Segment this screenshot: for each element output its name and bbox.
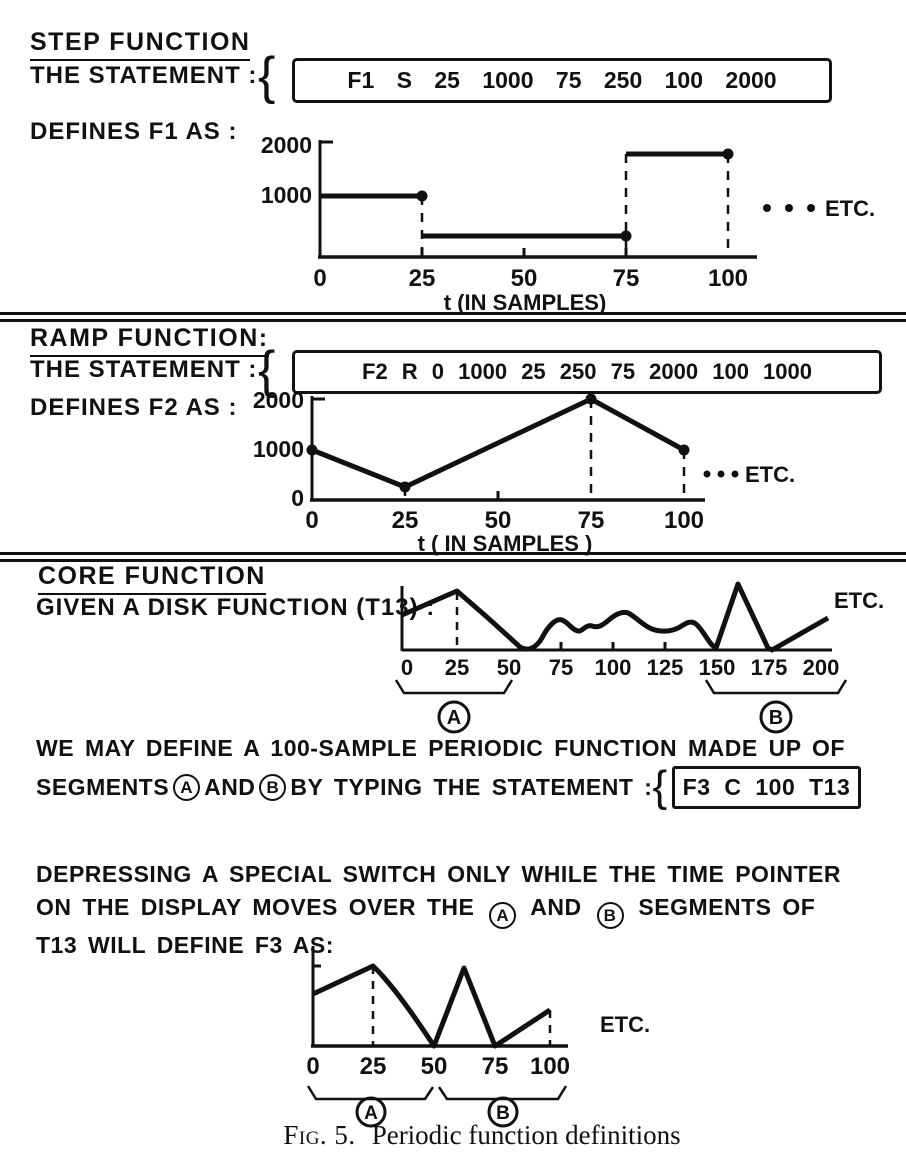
ellipsis-dot <box>732 471 739 478</box>
x-label-25: 25 <box>391 507 419 534</box>
core-heading-text: CORE FUNCTION <box>38 562 266 595</box>
t13-x-labels <box>401 655 839 680</box>
f3-x-labels <box>306 1053 570 1080</box>
x-label-25: 25 <box>408 265 436 292</box>
disk-function-t13-graph <box>390 574 906 746</box>
step-xaxis-title: t (IN SAMPLES) <box>443 290 607 315</box>
x-label-25: 25 <box>444 655 470 680</box>
y-label-1000: 1000 <box>260 182 312 208</box>
core-given-label: GIVEN A DISK FUNCTION (T13) : <box>36 594 436 621</box>
segment-b-brace <box>706 680 846 732</box>
x-label-75: 75 <box>548 655 574 680</box>
figure-caption <box>0 1120 906 1151</box>
data-point-100-1000 <box>679 445 690 456</box>
segment-a-brace <box>396 680 512 732</box>
data-point-100-2000 <box>723 149 734 160</box>
x-label-0: 0 <box>400 655 414 680</box>
segment-a-letter: A <box>446 707 462 729</box>
step-series <box>320 149 734 258</box>
section-divider-2 <box>0 552 906 562</box>
ramp-function-graph <box>195 386 895 556</box>
p1-and-word: AND <box>204 773 256 800</box>
section-divider-1 <box>0 312 906 322</box>
step-etc-annotation <box>763 196 875 221</box>
core-paragraph-1-line-1: WE MAY DEFINE A 100-SAMPLE PERIODIC FUNCTION MADE UP OF <box>36 735 845 761</box>
f3-curve <box>313 966 550 1046</box>
core-paragraph-2-line-2 <box>36 891 841 929</box>
x-label-25: 25 <box>359 1053 387 1080</box>
x-label-200: 200 <box>802 655 840 680</box>
ramp-defines-label: DEFINES F2 AS : <box>30 394 238 421</box>
y-label-1000: 1000 <box>252 436 304 462</box>
p2-pre-text: ON THE DISPLAY MOVES OVER THE <box>36 894 475 920</box>
circled-b-badge: B <box>597 902 624 929</box>
y-label-2000: 2000 <box>252 387 304 413</box>
x-label-75: 75 <box>577 507 605 534</box>
step-defines-label: DEFINES F1 AS : <box>30 118 238 145</box>
x-label-50: 50 <box>484 507 512 534</box>
ramp-section-heading <box>30 324 269 357</box>
ramp-etc-label: ETC. <box>745 462 796 487</box>
x-label-75: 75 <box>612 265 640 292</box>
f3-function-graph <box>226 940 696 1132</box>
x-label-0: 0 <box>306 1053 320 1080</box>
f3-etc-label: ETC. <box>600 1012 651 1037</box>
core-statement-box: F3 C 100 T13 <box>672 766 862 809</box>
ramp-left-brace: { <box>258 341 276 399</box>
x-label-50: 50 <box>496 655 522 680</box>
data-point-75-2000 <box>586 394 597 405</box>
ellipsis-dot <box>785 204 793 212</box>
core-section-heading <box>38 562 266 595</box>
data-point-25-250 <box>400 482 411 493</box>
segment-a-letter: A <box>364 1103 378 1124</box>
p1-segments-word: SEGMENTS <box>36 773 170 800</box>
data-point-75-250 <box>621 231 632 242</box>
x-label-50: 50 <box>510 265 538 292</box>
circled-a-badge: A <box>173 774 200 801</box>
ramp-xaxis-title: t ( IN SAMPLES ) <box>417 531 593 556</box>
ramp-x-labels <box>305 507 704 534</box>
segment-b-letter: B <box>768 707 784 729</box>
x-label-100: 100 <box>663 507 705 534</box>
x-label-100: 100 <box>529 1053 571 1080</box>
p1-typing-statement: BY TYPING THE STATEMENT : <box>290 773 653 800</box>
x-label-0: 0 <box>313 265 327 292</box>
x-label-50: 50 <box>420 1053 448 1080</box>
x-label-175: 175 <box>750 655 788 680</box>
core-left-brace: { <box>652 762 668 811</box>
figure-caption-text: Periodic function definitions <box>371 1120 681 1150</box>
p2-and-word: AND <box>530 894 582 920</box>
core-paragraph-1-line-2 <box>36 762 861 811</box>
ellipsis-dot <box>807 204 815 212</box>
ellipsis-dot <box>718 471 725 478</box>
step-etc-label: ETC. <box>825 196 876 221</box>
step-statement-label: THE STATEMENT : <box>30 62 258 89</box>
data-point-0-1000 <box>307 445 318 456</box>
step-section-heading <box>30 28 250 61</box>
ramp-statement-label: THE STATEMENT : <box>30 356 258 383</box>
ramp-heading-text: RAMP FUNCTION: <box>30 324 269 357</box>
step-function-graph <box>195 126 895 315</box>
x-label-125: 125 <box>646 655 684 680</box>
t13-curve <box>402 584 828 650</box>
x-label-100: 100 <box>707 265 749 292</box>
p2-post-text: SEGMENTS OF <box>638 894 816 920</box>
core-paragraph-1 <box>36 732 861 809</box>
figure-number: Fig. 5. <box>283 1120 356 1150</box>
step-y-labels <box>261 132 312 208</box>
step-statement-box: F1 S 25 1000 75 250 100 2000 <box>292 58 832 103</box>
circled-b-badge: B <box>259 774 286 801</box>
core-paragraph-2-line-3: T13 WILL DEFINE F3 AS: <box>36 932 334 958</box>
x-label-0: 0 <box>305 507 319 534</box>
y-label-0: 0 <box>291 485 304 511</box>
ramp-statement-box: F2 R 0 1000 25 250 75 2000 100 1000 <box>292 350 882 394</box>
circled-a-badge: A <box>489 902 516 929</box>
step-heading-text: STEP FUNCTION <box>30 28 250 61</box>
step-x-labels <box>313 265 748 292</box>
core-paragraph-2-line-1: DEPRESSING A SPECIAL SWITCH ONLY WHILE THE TIME POINTER <box>36 861 841 887</box>
y-label-2000: 2000 <box>260 132 312 158</box>
data-point-25-1000 <box>417 191 428 202</box>
ramp-y-labels <box>253 387 304 511</box>
ramp-axes <box>310 396 705 501</box>
ramp-series <box>307 394 690 501</box>
x-label-100: 100 <box>594 655 632 680</box>
x-label-150: 150 <box>698 655 736 680</box>
t13-etc-label: ETC. <box>834 588 885 613</box>
ellipsis-dot <box>704 471 711 478</box>
ramp-etc-annotation <box>704 462 796 487</box>
step-left-brace: { <box>258 47 276 105</box>
ellipsis-dot <box>763 204 771 212</box>
x-label-75: 75 <box>481 1053 509 1080</box>
segment-b-letter: B <box>496 1103 510 1124</box>
